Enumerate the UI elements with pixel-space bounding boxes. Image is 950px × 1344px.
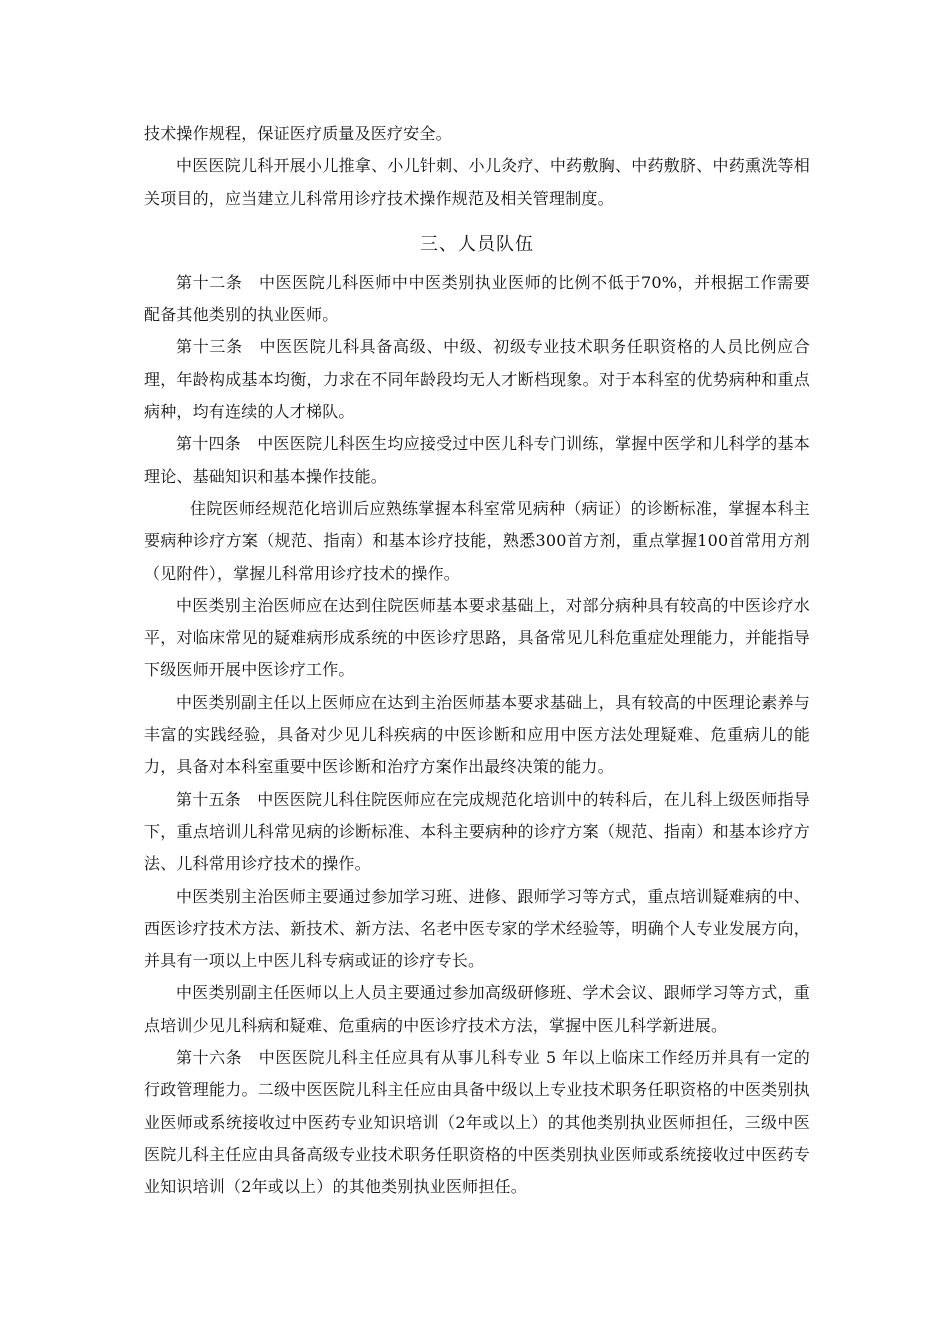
paragraph: 技术操作规程，保证医疗质量及医疗安全。 — [144, 124, 452, 143]
article-12: 第十二条 中医医院儿科医师中中医类别执业医师的比例不低于70%，并根据工作需要配备其他类别的执业医师。 — [144, 272, 810, 325]
section-heading: 三、人员队伍 — [420, 233, 534, 255]
paragraph: 中医医院儿科开展小儿推拿、小儿针刺、小儿灸疗、中药敷胸、中药敷脐、中药熏洗等相关项目的，应当建立儿科常用诊疗技术操作规范及相关管理制度。 — [144, 156, 810, 208]
article-16: 第十六条 中医医院儿科主任应具有从事儿科专业 5 年以上临床工作经历并具有一定的行政管理能力。二级中医医院儿科主任应由具备中级以上专业技术职务任职资格的中医类别执业医师或系统接收过中医药专业知识培训（2年或以上）的其他类别执业医师担任，三级中医医院儿科主任应由具备高级专业技术职务任职资格的中医类别执业医师或系统接收过中医药专业知识培训（2年或以上）的其他类别执业医师担任。 — [144, 1048, 810, 1197]
article-15: 第十五条 中医医院儿科住院医师应在完成规范化培训中的转科后，在儿科上级医师指导下，重点培训儿科常见病的诊断标准、本科主要病种的诊疗方案（规范、指南）和基本诊疗方法、儿科常用诊疗技术的操作。 — [144, 789, 810, 874]
article-13: 第十三条 中医医院儿科具备高级、中级、初级专业技术职务任职资格的人员比例应合理，年龄构成基本均衡，力求在不同年龄段均无人才断档现象。对于本科室的优势病种和重点病种，均有连续的人才梯队。 — [144, 337, 810, 422]
paragraph-resident-physician: 住院医师经规范化培训后应熟练掌握本科室常见病种（病证）的诊断标准，掌握本科主要病种诊疗方案（规范、指南）和基本诊疗技能，熟悉300首方剂，重点掌握100首常用方剂（见附件），掌握儿科常用诊疗技术的操作。 — [144, 498, 810, 583]
document-page — [144, 118, 810, 1204]
paragraph-attending-physician: 中医类别主治医师应在达到住院医师基本要求基础上，对部分病种具有较高的中医诊疗水平，对临床常见的疑难病形成系统的中医诊疗思路，具备常见儿科危重症处理能力，并能指导下级医师开展中医诊疗工作。 — [144, 595, 810, 680]
article-14: 第十四条 中医医院儿科医生均应接受过中医儿科专门训练，掌握中医学和儿科学的基本理论、基础知识和基本操作技能。 — [144, 434, 810, 486]
paragraph-associate-chief-physician: 中医类别副主任以上医师应在达到主治医师基本要求基础上，具有较高的中医理论素养与丰富的实践经验，具备对少见儿科疾病的中医诊断和应用中医方法处理疑难、危重病儿的能力，具备对本科室重要中医诊断和治疗方案作出最终决策的能力。 — [144, 692, 810, 777]
paragraph-attending-training: 中医类别主治医师主要通过参加学习班、进修、跟师学习等方式，重点培训疑难病的中、西医诊疗技术方法、新技术、新方法、名老中医专家的学术经验等，明确个人专业发展方向，并具有一项以上中医儿科专病或证的诊疗专长。 — [144, 886, 810, 971]
paragraph-associate-chief-training: 中医类别副主任医师以上人员主要通过参加高级研修班、学术会议、跟师学习等方式，重点培训少见儿科病和疑难、危重病的中医诊疗技术方法，掌握中医儿科学新进展。 — [144, 983, 810, 1035]
